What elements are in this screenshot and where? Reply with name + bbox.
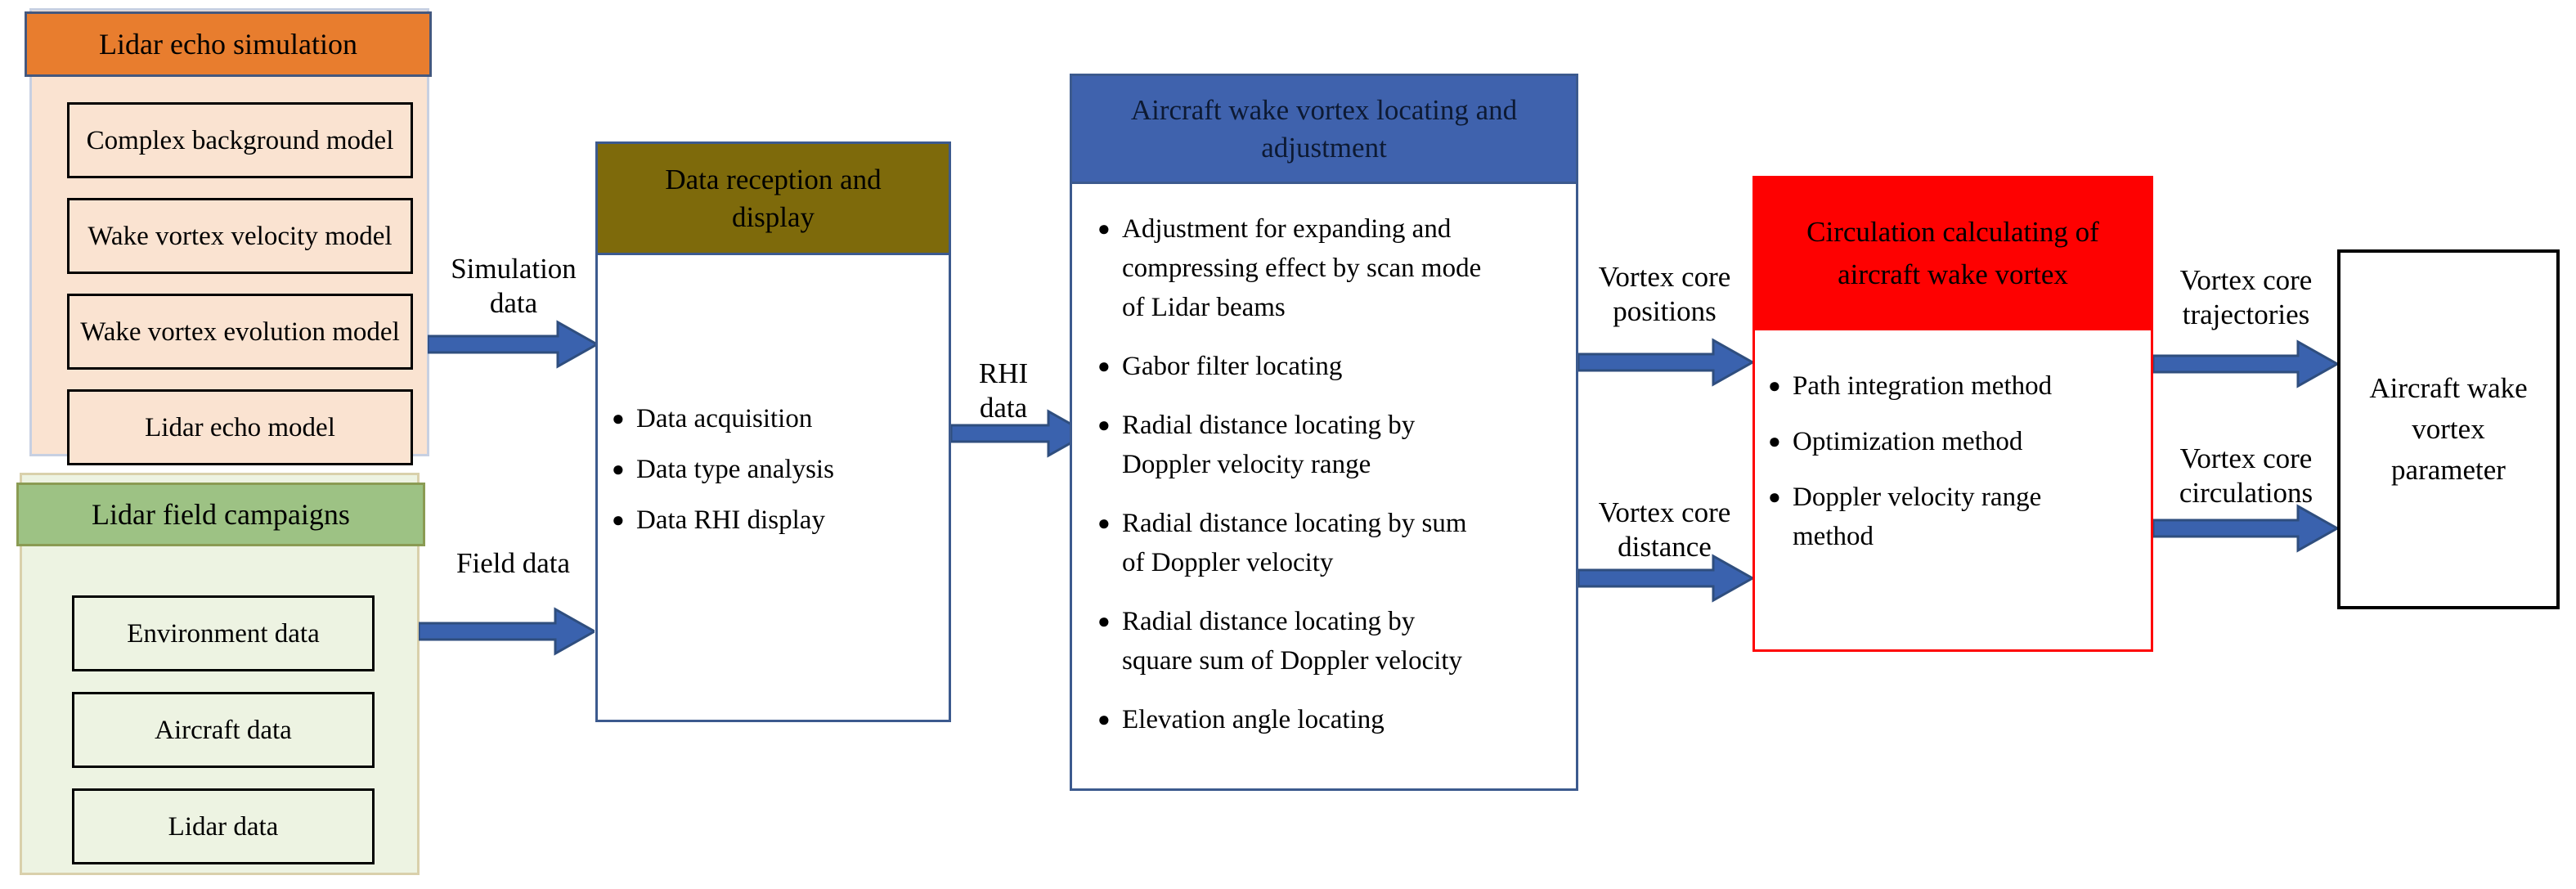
rhi-data-label: RHI data bbox=[978, 357, 1029, 424]
wake-vortex-locating-bullet bbox=[1097, 209, 1555, 327]
data-reception-bullet bbox=[612, 402, 939, 435]
field-data-arrow-icon bbox=[419, 607, 595, 656]
vortex-core-circulations-label: Vortex core circulations bbox=[2179, 442, 2313, 509]
data-reception-bullet bbox=[612, 453, 939, 486]
bullet-icon: ● bbox=[612, 508, 625, 532]
simulation-model-label: Wake vortex evolution model bbox=[80, 317, 400, 347]
wake-vortex-locating-bullet bbox=[1097, 406, 1555, 484]
aircraft-wake-vortex-parameter-title: Aircraft wake vortex parameter bbox=[2369, 372, 2528, 486]
wake-vortex-locating-bullet bbox=[1097, 347, 1555, 386]
vortex-core-trajectories-label: Vortex core trajectories bbox=[2179, 264, 2313, 330]
data-reception-bullet bbox=[612, 504, 939, 537]
bullet-icon: ● bbox=[612, 406, 625, 430]
field-data-flow-label: Field data bbox=[456, 547, 570, 579]
bullet-text: Elevation angle locating bbox=[1122, 705, 1384, 734]
bullet-text: Data RHI display bbox=[636, 505, 825, 535]
bullet-icon: ● bbox=[1097, 217, 1111, 240]
bullet-icon: ● bbox=[1768, 429, 1781, 453]
vortex-core-trajectories-arrow-icon bbox=[2153, 339, 2337, 388]
bullet-icon: ● bbox=[1768, 485, 1781, 509]
field-data-box bbox=[72, 595, 375, 671]
field-data-box bbox=[72, 692, 375, 768]
vortex-core-circulations-arrow-icon bbox=[2153, 504, 2337, 553]
aircraft-wake-vortex-parameter-box bbox=[2337, 249, 2560, 609]
simulation-model-label: Wake vortex velocity model bbox=[88, 221, 393, 251]
lidar-echo-simulation-title: Lidar echo simulation bbox=[99, 28, 357, 61]
lidar-field-campaigns-header bbox=[16, 483, 425, 546]
wake-vortex-locating-bullet bbox=[1097, 700, 1555, 739]
bullet-icon: ● bbox=[1768, 374, 1781, 397]
simulation-model-label: Lidar echo model bbox=[145, 412, 335, 442]
circulation-bullet-list bbox=[1768, 366, 2120, 556]
simulation-model-box bbox=[67, 198, 413, 274]
simulation-model-box bbox=[67, 389, 413, 465]
data-reception-header bbox=[595, 141, 951, 255]
bullet-icon: ● bbox=[1097, 354, 1111, 378]
bullet-icon: ● bbox=[1097, 609, 1111, 633]
field-data-label: Lidar data bbox=[168, 811, 279, 842]
bullet-text: Doppler velocity range method bbox=[1793, 483, 2042, 551]
bullet-text: Adjustment for expanding and compressing effect by scan mode of Lidar beams bbox=[1122, 214, 1482, 322]
vortex-core-positions-arrow-icon bbox=[1578, 338, 1752, 387]
simulation-model-box bbox=[67, 102, 413, 178]
bullet-text: Gabor filter locating bbox=[1122, 352, 1343, 381]
lidar-field-campaigns-title: Lidar field campaigns bbox=[92, 498, 350, 531]
data-reception-bullet-list bbox=[612, 402, 939, 537]
bullet-text: Radial distance locating by square sum of Doppler velocity bbox=[1122, 607, 1463, 676]
bullet-icon: ● bbox=[1097, 707, 1111, 731]
field-data-label: Environment data bbox=[127, 618, 320, 649]
bullet-icon: ● bbox=[612, 457, 625, 481]
field-data-label: Aircraft data bbox=[155, 715, 292, 745]
circulation-bullet bbox=[1768, 478, 2120, 556]
wake-vortex-locating-bullet bbox=[1097, 602, 1555, 680]
vortex-core-distance-label: Vortex core distance bbox=[1598, 496, 1731, 563]
bullet-icon: ● bbox=[1097, 511, 1111, 535]
circulation-calculating-title: Circulation calculating of aircraft wake vortex bbox=[1806, 215, 2099, 290]
lidar-echo-simulation-header bbox=[25, 11, 432, 77]
bullet-text: Radial distance locating by Doppler velocity range bbox=[1122, 411, 1416, 479]
simulation-model-label: Complex background model bbox=[86, 125, 394, 155]
simulation-data-label: Simulation data bbox=[451, 253, 577, 319]
field-data-box bbox=[72, 788, 375, 864]
bullet-text: Radial distance locating by sum of Doppler velocity bbox=[1122, 509, 1467, 577]
bullet-text: Optimization method bbox=[1793, 427, 2023, 456]
circulation-bullet bbox=[1768, 422, 2120, 461]
data-reception-title: Data reception and display bbox=[665, 163, 882, 233]
circulation-calculating-header bbox=[1752, 176, 2153, 330]
wake-vortex-locating-bullet-list bbox=[1097, 209, 1555, 739]
circulation-bullet bbox=[1768, 366, 2120, 406]
simulation-model-box bbox=[67, 294, 413, 370]
vortex-core-distance-arrow-icon bbox=[1578, 554, 1752, 603]
vortex-core-positions-label: Vortex core positions bbox=[1598, 261, 1731, 327]
bullet-icon: ● bbox=[1097, 413, 1111, 437]
simulation-data-arrow-icon bbox=[428, 320, 597, 369]
wake-vortex-locating-bullet bbox=[1097, 504, 1555, 582]
field-data-boxes bbox=[72, 595, 375, 864]
wake-vortex-locating-title: Aircraft wake vortex locating and adjustment bbox=[1130, 93, 1518, 164]
bullet-text: Path integration method bbox=[1793, 371, 2053, 401]
bullet-text: Data type analysis bbox=[636, 455, 834, 484]
simulation-model-boxes bbox=[67, 102, 413, 465]
bullet-text: Data acquisition bbox=[636, 404, 813, 433]
rhi-data-arrow-icon bbox=[951, 409, 1088, 458]
wake-vortex-locating-header bbox=[1070, 74, 1578, 184]
